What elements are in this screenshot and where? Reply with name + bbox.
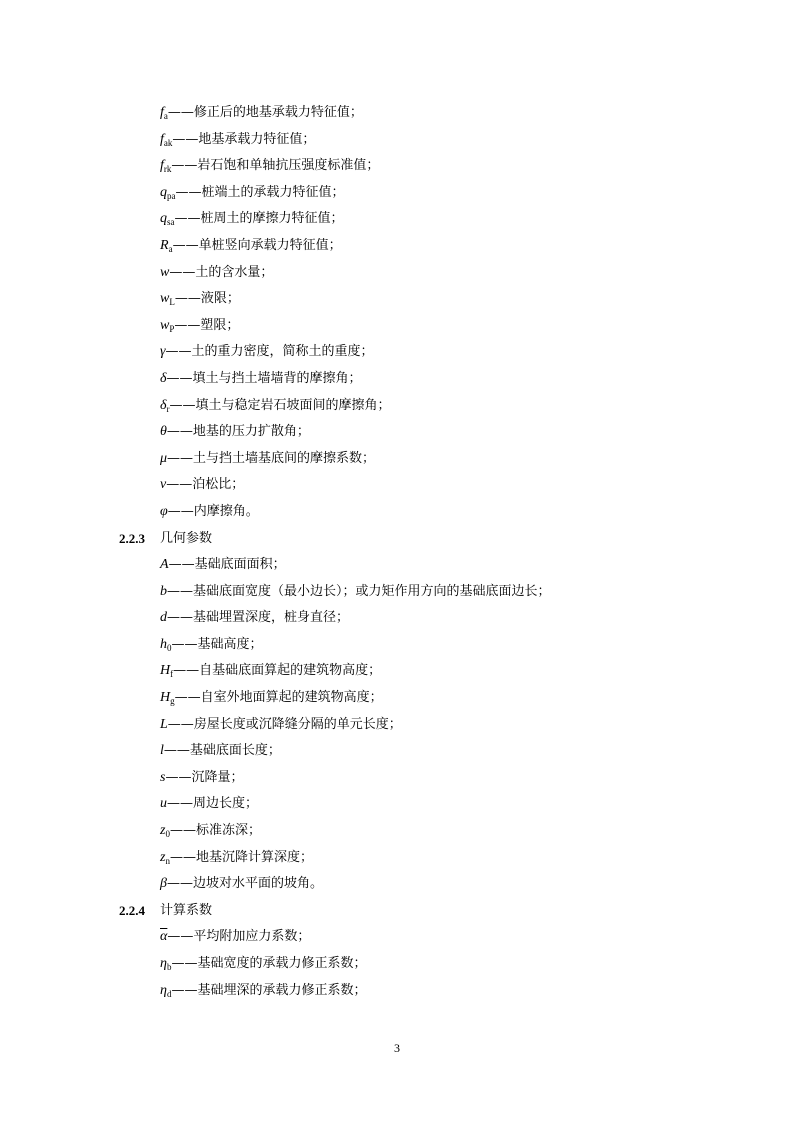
list-item: $\eta_b——$基础宽度的承载力修正系数；	[160, 956, 367, 972]
list-item: d——基础埋置深度，桩身直径；	[160, 610, 350, 626]
list-item: β——边坡对水平面的坡角。	[160, 876, 323, 892]
list-item: s——沉降量；	[160, 769, 244, 785]
list-item: $\delta_r——$填土与稳定岩石坡面间的摩擦角；	[160, 397, 391, 414]
list-item: $\overline{\alpha}——$平均附加应力系数；	[160, 929, 311, 945]
section-title: 计算系数	[160, 902, 213, 918]
page-number: 3	[394, 1041, 400, 1055]
list-item: φ——内摩擦角。	[160, 503, 259, 519]
symbol-list-material	[0, 100, 794, 1004]
list-item: $z_0——$标准冻深；	[160, 823, 261, 840]
list-item: $w_L——$液限；	[160, 291, 240, 308]
list-item: l——基础底面长度；	[160, 743, 281, 759]
list-item: L——房屋长度或沉降缝分隔的单元长度；	[160, 716, 402, 732]
list-item: $w_P——$塑限；	[160, 317, 240, 334]
list-item: $q_{pa}——$桩端土的承载力特征值；	[160, 184, 345, 201]
list-item: $H_g——$自室外地面算起的建筑物高度；	[160, 690, 383, 707]
section-number: 2.2.4	[119, 902, 145, 918]
list-item: μ——土与挡土墙基底间的摩擦系数；	[160, 450, 376, 466]
list-item: $f_{ak}——$地基承载力特征值；	[160, 131, 316, 148]
section-number: 2.2.3	[119, 530, 145, 546]
list-item: δ——填土与挡土墙墙背的摩擦角；	[160, 370, 362, 386]
section-heading-2-2-4	[0, 898, 794, 925]
list-item: $h_0——$基础高度；	[160, 636, 263, 653]
list-item: $\eta_d——$基础埋深的承载力修正系数；	[160, 982, 367, 999]
list-item: w——土的含水量；	[160, 264, 274, 280]
section-heading-2-2-3	[0, 526, 794, 553]
list-item: $f_a——$修正后的地基承载力特征值；	[160, 105, 363, 121]
list-item: $z_n——$地基沉降计算深度；	[160, 849, 313, 866]
list-item: $f_{rk}——$岩石饱和单轴抗压强度标准值；	[160, 158, 380, 175]
list-item: b——基础底面宽度（最小边长）；或力矩作用方向的基础底面边长；	[160, 583, 551, 599]
list-item: θ——地基的压力扩散角；	[160, 424, 310, 440]
list-item: A——基础底面面积；	[160, 557, 286, 573]
list-item: u——周边长度；	[160, 796, 259, 812]
section-title: 几何参数	[160, 530, 213, 546]
list-item: $H_f——$自基础底面算起的建筑物高度；	[160, 663, 382, 680]
list-item: $q_{sa}——$桩周土的摩擦力特征值；	[160, 211, 344, 228]
list-item: γ——土的重力密度，简称土的重度；	[160, 344, 374, 360]
list-item: ν——泊松比；	[160, 477, 245, 493]
list-item: $R_a——$单桩竖向承载力特征值；	[160, 237, 342, 254]
